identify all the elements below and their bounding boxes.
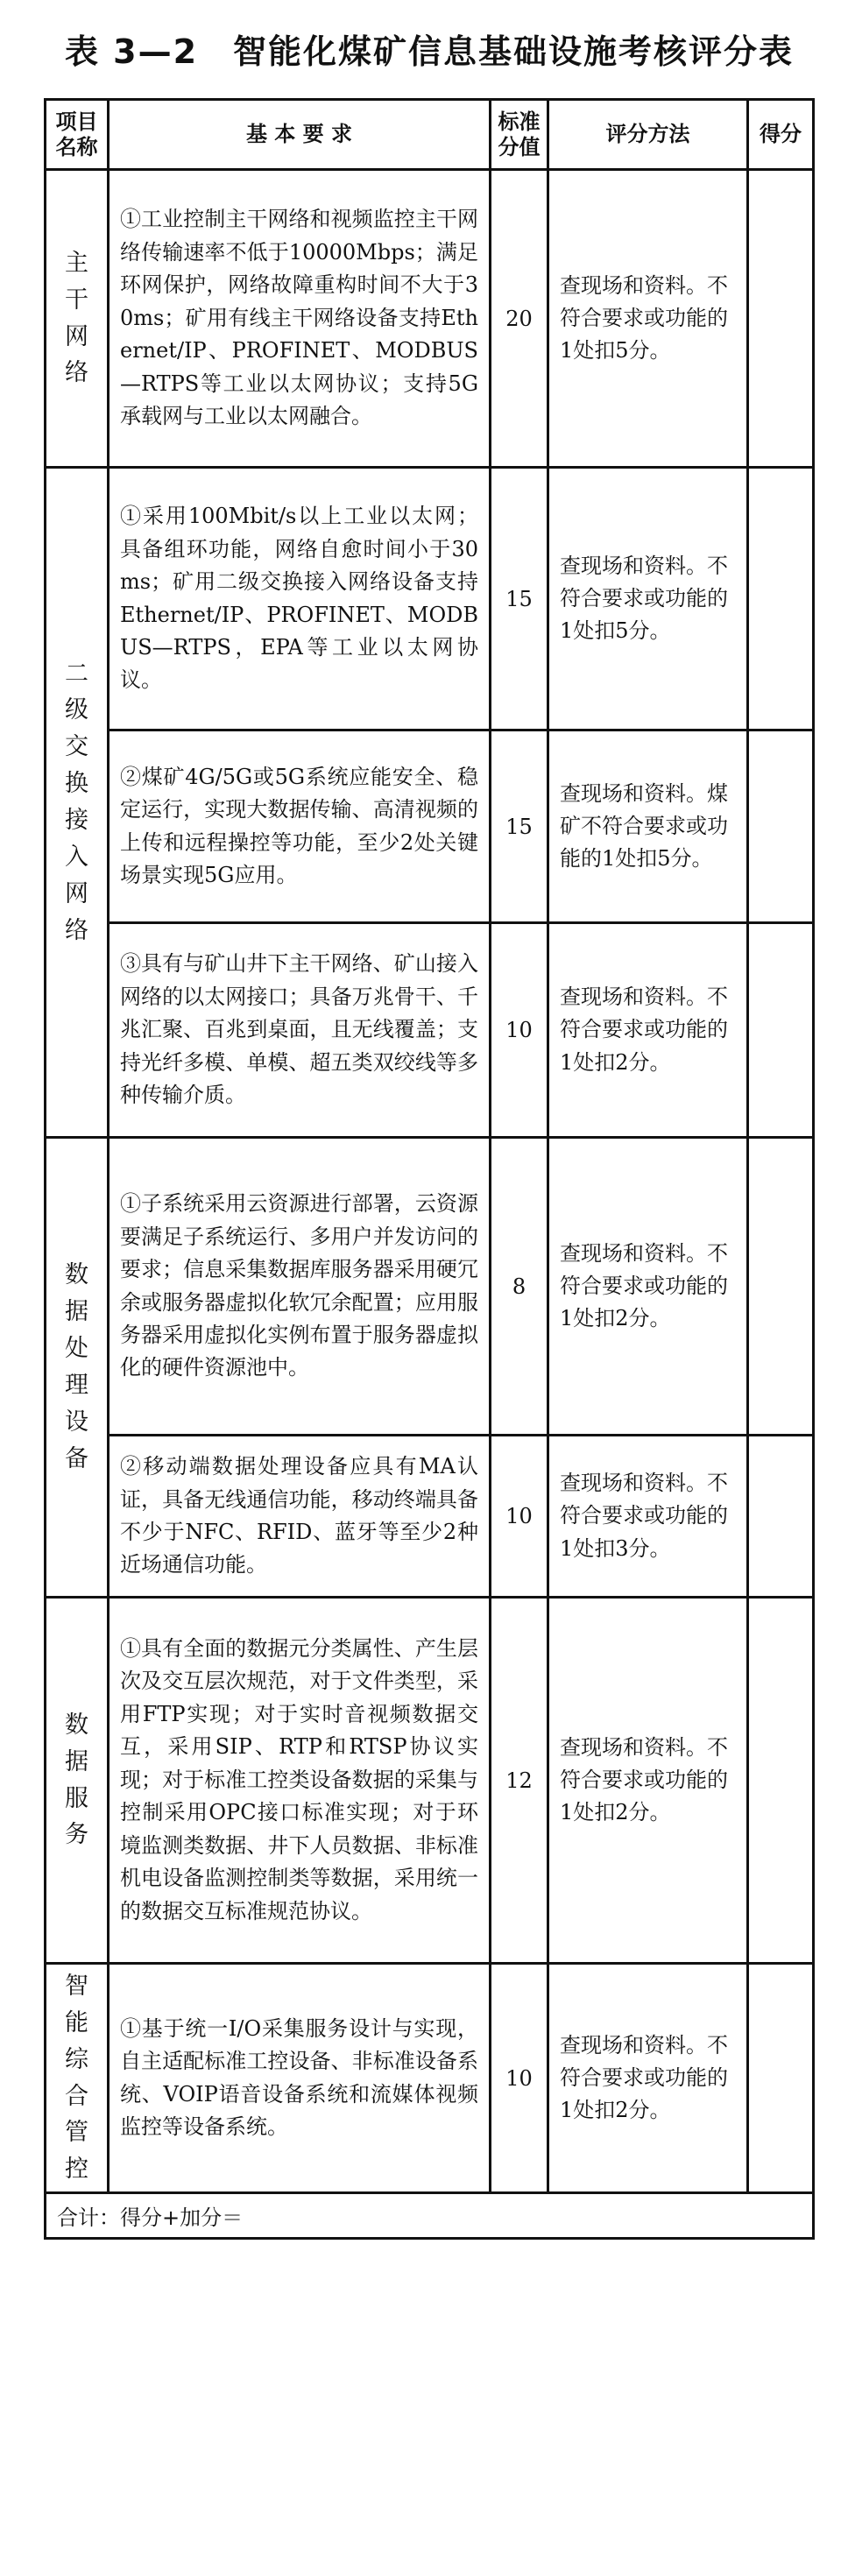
scoring-method-cell: 查现场和资料。不符合要求或功能的1处扣2分。	[548, 1964, 748, 2193]
score-entry-cell[interactable]	[748, 1138, 814, 1436]
requirement-cell: ③具有与矿山井下主干网络、矿山接入网络的以太网接口；具备万兆骨干、千兆汇聚、百兆到桌面，且无线覆盖；支持光纤多模、单模、超五类双绞线等多种传输介质。	[109, 923, 491, 1138]
table-row-secondary-network-2	[46, 730, 814, 923]
requirement-cell: ①基于统一I/O采集服务设计与实现，自主适配标准工控设备、非标准设备系统、VOIP语音设备系统和流媒体视频监控等设备系统。	[109, 1964, 491, 2193]
scoring-method-header: 评分方法	[548, 100, 748, 170]
score-entry-cell[interactable]	[748, 1598, 814, 1964]
item-name-cell: 智能综合管控	[46, 1964, 109, 2193]
requirement-cell: ①采用100Mbit/s以上工业以太网；具备组环功能，网络自愈时间小于30ms；矿用二级交换接入网络设备支持Ethernet/IP、PROFINET、MODBUS—RTPS，EPA等工业以太网协议。	[109, 468, 491, 730]
standard-score-cell: 15	[491, 468, 548, 730]
requirement-cell: ①具有全面的数据元分类属性、产生层次及交互层次规范，对于文件类型，采用FTP实现；对于实时音视频数据交互，采用SIP、RTP和RTSP协议实现；对于标准工控类设备数据的采集与控制采用OPC接口标准实现；对于环境监测类数据、井下人员数据、非标准机电设备监测控制类等数据，采用统一的数据交互标准规范协议。	[109, 1598, 491, 1964]
score-entry-cell[interactable]	[748, 1436, 814, 1598]
requirement-cell: ②煤矿4G/5G或5G系统应能安全、稳定运行，实现大数据传输、高清视频的上传和远程操控等功能，至少2处关键场景实现5G应用。	[109, 730, 491, 923]
standard-score-cell: 8	[491, 1138, 548, 1436]
table-row-secondary-network-1	[46, 468, 814, 730]
item-name-cell: 数据处理设备	[46, 1138, 109, 1598]
scoring-method-cell: 查现场和资料。不符合要求或功能的1处扣2分。	[548, 1598, 748, 1964]
score-entry-cell[interactable]	[748, 923, 814, 1138]
scoring-method-cell: 查现场和资料。不符合要求或功能的1处扣2分。	[548, 1138, 748, 1436]
score-entry-cell[interactable]	[748, 1964, 814, 2193]
item-name-header: 项目名称	[46, 100, 109, 170]
table-total-row	[46, 2193, 814, 2239]
requirement-cell: ①子系统采用云资源进行部署，云资源要满足子系统运行、多用户并发访问的要求；信息采集数据库服务器采用硬冗余或服务器虚拟化软冗余配置；应用服务器采用虚拟化实例布置于服务器虚拟化的硬件资源池中。	[109, 1138, 491, 1436]
table-row-data-service	[46, 1598, 814, 1964]
requirement-header: 基 本 要 求	[109, 100, 491, 170]
total-score-label: 合计：得分+加分＝	[46, 2193, 814, 2239]
standard-score-cell: 15	[491, 730, 548, 923]
table-row-integrated-control	[46, 1964, 814, 2193]
requirement-cell: ②移动端数据处理设备应具有MA认证，具备无线通信功能，移动终端具备不少于NFC、RFID、蓝牙等至少2种近场通信功能。	[109, 1436, 491, 1598]
requirement-cell: ①工业控制主干网络和视频监控主干网络传输速率不低于10000Mbps；满足环网保护，网络故障重构时间不大于30ms；矿用有线主干网络设备支持Ethernet/IP、PROFINET、MODBUS—RTPS等工业以太网协议；支持5G承载网与工业以太网融合。	[109, 170, 491, 468]
scoring-method-cell: 查现场和资料。不符合要求或功能的1处扣5分。	[548, 468, 748, 730]
standard-score-cell: 20	[491, 170, 548, 468]
standard-score-cell: 12	[491, 1598, 548, 1964]
item-name-cell: 数据服务	[46, 1598, 109, 1964]
scoring-method-cell: 查现场和资料。不符合要求或功能的1处扣5分。	[548, 170, 748, 468]
standard-score-cell: 10	[491, 1964, 548, 2193]
table-header-row	[46, 100, 814, 170]
assessment-score-table	[44, 98, 815, 2240]
score-entry-cell[interactable]	[748, 730, 814, 923]
score-header: 得分	[748, 100, 814, 170]
table-row-data-processing-2	[46, 1436, 814, 1598]
scoring-method-cell: 查现场和资料。不符合要求或功能的1处扣3分。	[548, 1436, 748, 1598]
standard-score-cell: 10	[491, 1436, 548, 1598]
score-entry-cell[interactable]	[748, 170, 814, 468]
table-title: 表 3—2 智能化煤矿信息基础设施考核评分表	[64, 32, 795, 71]
table-row-data-processing-1	[46, 1138, 814, 1436]
standard-score-header: 标准分值	[491, 100, 548, 170]
item-name-cell: 主干网络	[46, 170, 109, 468]
standard-score-cell: 10	[491, 923, 548, 1138]
score-entry-cell[interactable]	[748, 468, 814, 730]
table-row-backbone-network	[46, 170, 814, 468]
table-row-secondary-network-3	[46, 923, 814, 1138]
scoring-method-cell: 查现场和资料。不符合要求或功能的1处扣2分。	[548, 923, 748, 1138]
item-name-cell: 二级交换接入网络	[46, 468, 109, 1138]
scoring-method-cell: 查现场和资料。煤矿不符合要求或功能的1处扣5分。	[548, 730, 748, 923]
